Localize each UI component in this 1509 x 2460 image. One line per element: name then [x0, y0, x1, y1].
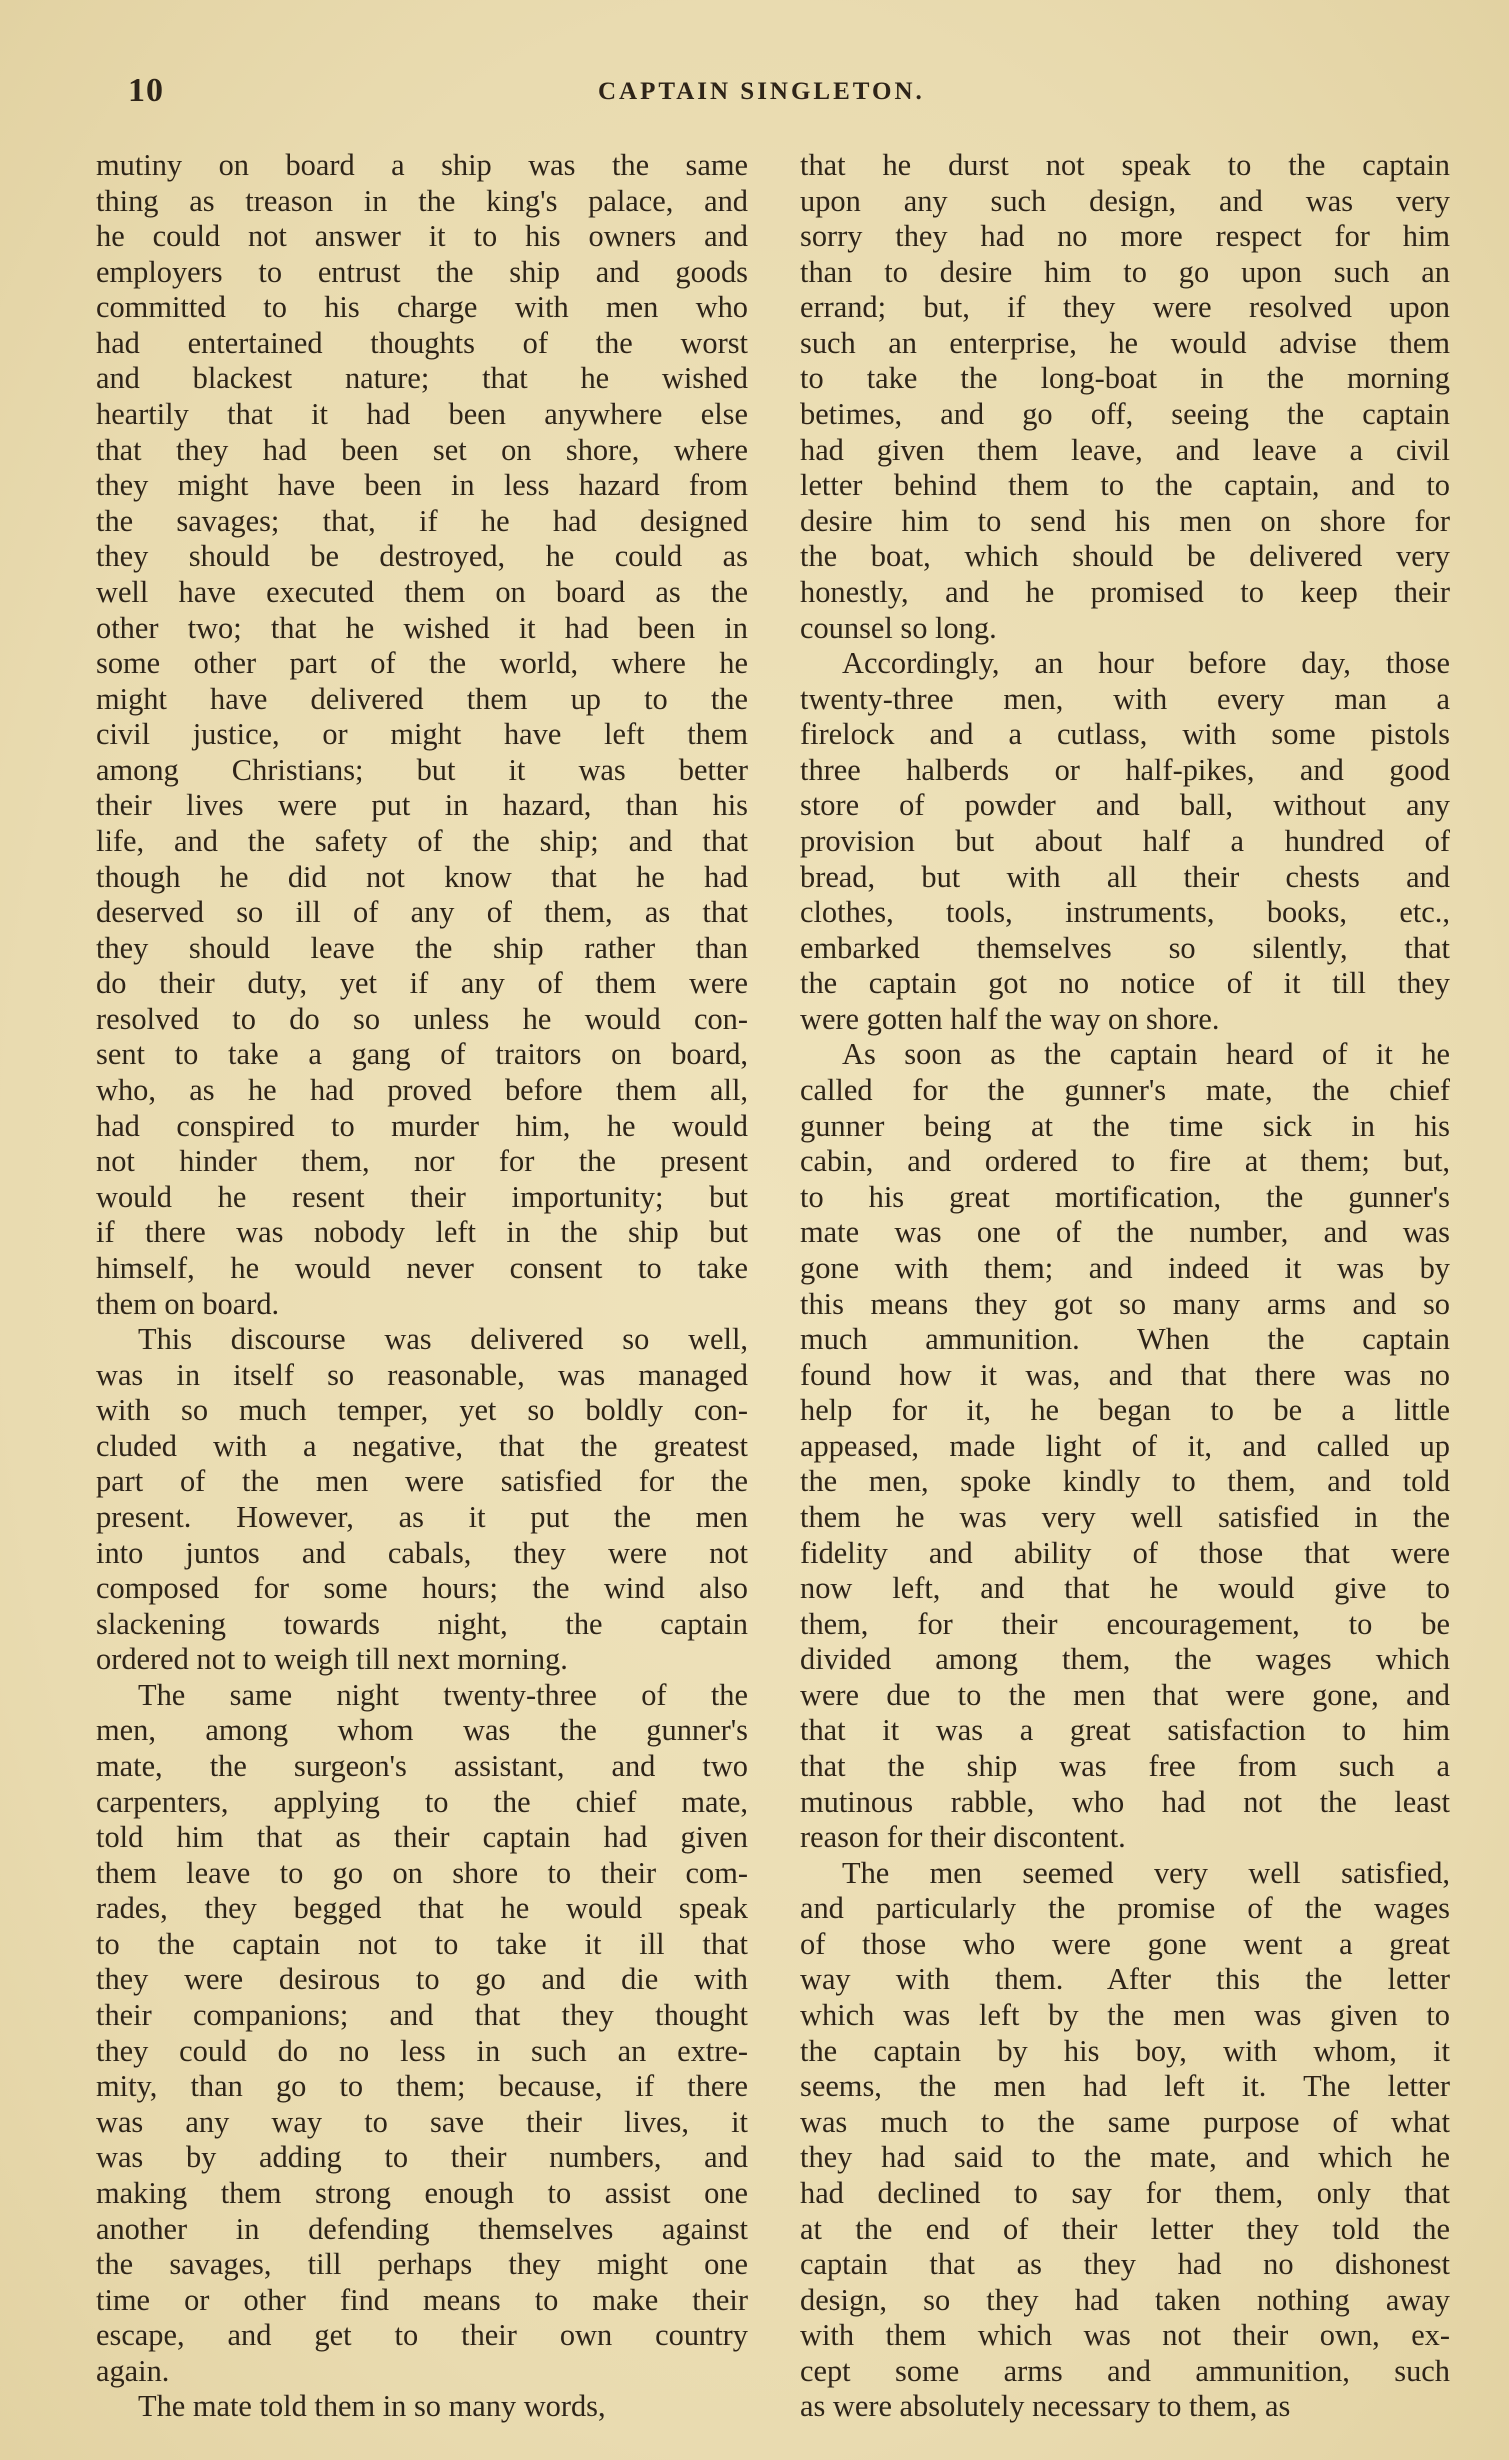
text-line: upon any such design, and was very: [800, 183, 1450, 218]
text-line: escape, and get to their own country: [96, 2318, 748, 2353]
text-line: The mate told them in so many words,: [138, 2389, 606, 2424]
text-line: though he did not know that he had: [96, 859, 748, 894]
text-line: mate, the surgeon's assistant, and two: [96, 1749, 748, 1784]
text-line: part of the men were satisfied for the: [96, 1464, 748, 1499]
text-line: life, and the safety of the ship; and that: [96, 823, 748, 858]
text-line: they had said to the mate, and which he: [800, 2140, 1450, 2175]
text-line: the savages; that, if he had designed: [96, 503, 748, 538]
text-line: letter behind them to the captain, and to: [800, 468, 1450, 503]
text-line: desire him to send his men on shore for: [800, 503, 1450, 538]
text-line: would he resent their importunity; but: [96, 1179, 748, 1214]
text-line: their lives were put in hazard, than his: [96, 788, 748, 823]
text-line: he could not answer it to his owners and: [96, 219, 748, 254]
text-line: captain that as they had no dishonest: [800, 2247, 1450, 2282]
text-line: might have delivered them up to the: [96, 681, 748, 716]
text-line: gone with them; and indeed it was by: [800, 1250, 1450, 1285]
text-line: which was left by the men was given to: [800, 1998, 1450, 2033]
text-line: provision but about half a hundred of: [800, 823, 1450, 858]
text-line: now left, and that he would give to: [800, 1571, 1450, 1606]
text-line: that the ship was free from such a: [800, 1749, 1450, 1784]
text-line: store of powder and ball, without any: [800, 788, 1450, 823]
text-line: was much to the same purpose of what: [800, 2104, 1450, 2139]
page-header: [128, 72, 1448, 122]
text-line: them on board.: [96, 1286, 280, 1321]
text-line: as were absolutely necessary to them, as: [800, 2389, 1291, 2424]
text-line: they could do no less in such an extre-: [96, 2033, 748, 2068]
text-line: them, for their encouragement, to be: [800, 1606, 1450, 1641]
text-line: bread, but with all their chests and: [800, 859, 1450, 894]
text-line: were due to the men that were gone, and: [800, 1677, 1450, 1712]
text-line: and particularly the promise of the wages: [800, 1891, 1450, 1926]
text-line: divided among them, the wages which: [800, 1642, 1450, 1677]
text-line: the men, spoke kindly to them, and told: [800, 1464, 1450, 1499]
text-line: their companions; and that they thought: [96, 1998, 748, 2033]
text-line: into juntos and cabals, they were not: [96, 1535, 748, 1570]
text-line: three halberds or half-pikes, and good: [800, 752, 1450, 787]
text-line: rades, they begged that he would speak: [96, 1891, 748, 1926]
text-line: men, among whom was the gunner's: [96, 1713, 748, 1748]
text-line: way with them. After this the letter: [800, 1962, 1450, 1997]
text-line: This discourse was delivered so well,: [138, 1322, 748, 1357]
text-line: had conspired to murder him, he would: [96, 1108, 748, 1143]
text-line: another in defending themselves against: [96, 2211, 748, 2246]
text-line: design, so they had taken nothing away: [800, 2282, 1450, 2317]
text-line: at the end of their letter they told the: [800, 2211, 1450, 2246]
text-line: sorry they had no more respect for him: [800, 219, 1450, 254]
text-line: mate was one of the number, and was: [800, 1215, 1450, 1250]
text-line: resolved to do so unless he would con-: [96, 1001, 748, 1036]
text-line: the boat, which should be delivered very: [800, 539, 1450, 574]
text-line: to his great mortification, the gunner's: [800, 1179, 1450, 1214]
text-line: that he durst not speak to the captain: [800, 148, 1450, 182]
text-line: the captain got no notice of it till they: [800, 966, 1450, 1001]
text-line: cept some arms and ammunition, such: [800, 2353, 1450, 2388]
text-line: The men seemed very well satisfied,: [842, 1855, 1450, 1890]
page-number: 10: [128, 72, 164, 109]
text-line: time or other find means to make their: [96, 2282, 748, 2317]
text-line: seems, the men had left it. The letter: [800, 2069, 1450, 2104]
left-text-column: [96, 148, 748, 2425]
text-line: not hinder them, nor for the present: [96, 1144, 748, 1179]
text-line: present. However, as it put the men: [96, 1499, 748, 1534]
text-line: clothes, tools, instruments, books, etc.,: [800, 895, 1450, 930]
text-line: help for it, he began to be a little: [800, 1393, 1450, 1428]
text-line: they should leave the ship rather than: [96, 930, 748, 965]
text-line: the savages, till perhaps they might one: [96, 2247, 748, 2282]
text-line: do their duty, yet if any of them were: [96, 966, 748, 1001]
text-line: As soon as the captain heard of it he: [842, 1037, 1450, 1072]
text-line: with so much temper, yet so boldly con-: [96, 1393, 748, 1428]
text-line: them he was very well satisfied in the: [800, 1499, 1450, 1534]
text-line: deserved so ill of any of them, as that: [96, 895, 748, 930]
text-line: betimes, and go off, seeing the captain: [800, 397, 1450, 432]
text-line: mutiny on board a ship was the same: [96, 148, 748, 182]
text-line: errand; but, if they were resolved upon: [800, 290, 1450, 325]
text-line: this means they got so many arms and so: [800, 1286, 1450, 1321]
text-line: honestly, and he promised to keep their: [800, 574, 1450, 609]
text-line: was in itself so reasonable, was managed: [96, 1357, 748, 1392]
text-line: committed to his charge with men who: [96, 290, 748, 325]
text-line: they might have been in less hazard from: [96, 468, 748, 503]
text-line: called for the gunner's mate, the chief: [800, 1073, 1450, 1108]
text-line: other two; that he wished it had been in: [96, 610, 748, 645]
text-line: and blackest nature; that he wished: [96, 361, 748, 396]
text-line: The same night twenty-three of the: [138, 1677, 748, 1712]
text-line: with them which was not their own, ex-: [800, 2318, 1450, 2353]
text-line: fidelity and ability of those that were: [800, 1535, 1450, 1570]
text-line: civil justice, or might have left them: [96, 717, 748, 752]
text-line: Accordingly, an hour before day, those: [842, 646, 1450, 681]
text-line: sent to take a gang of traitors on board,: [96, 1037, 748, 1072]
text-line: counsel so long.: [800, 610, 997, 645]
text-line: much ammunition. When the captain: [800, 1322, 1450, 1357]
text-line: embarked themselves so silently, that: [800, 930, 1450, 965]
text-line: them leave to go on shore to their com-: [96, 1855, 748, 1890]
text-line: well have executed them on board as the: [96, 574, 748, 609]
text-line: that it was a great satisfaction to him: [800, 1713, 1450, 1748]
text-line: they were desirous to go and die with: [96, 1962, 748, 1997]
text-line: slackening towards night, the captain: [96, 1606, 748, 1641]
text-line: reason for their discontent.: [800, 1820, 1126, 1855]
text-line: such an enterprise, he would advise them: [800, 325, 1450, 360]
text-line: was any way to save their lives, it: [96, 2104, 748, 2139]
text-line: to the captain not to take it ill that: [96, 1926, 748, 1961]
text-line: employers to entrust the ship and goods: [96, 254, 748, 289]
text-line: of those who were gone went a great: [800, 1926, 1450, 1961]
text-line: composed for some hours; the wind also: [96, 1571, 748, 1606]
text-line: firelock and a cutlass, with some pistols: [800, 717, 1450, 752]
text-line: was by adding to their numbers, and: [96, 2140, 748, 2175]
text-line: carpenters, applying to the chief mate,: [96, 1784, 748, 1819]
text-line: the captain by his boy, with whom, it: [800, 2033, 1450, 2068]
text-line: twenty-three men, with every man a: [800, 681, 1450, 716]
text-line: gunner being at the time sick in his: [800, 1108, 1450, 1143]
text-line: himself, he would never consent to take: [96, 1250, 748, 1285]
text-line: were gotten half the way on shore.: [800, 1001, 1220, 1036]
text-line: cabin, and ordered to fire at them; but,: [800, 1144, 1450, 1179]
text-line: they should be destroyed, he could as: [96, 539, 748, 574]
text-line: among Christians; but it was better: [96, 752, 748, 787]
text-line: to take the long-boat in the morning: [800, 361, 1450, 396]
text-line: thing as treason in the king's palace, and: [96, 183, 748, 218]
text-line: had given them leave, and leave a civil: [800, 432, 1450, 467]
running-title: CAPTAIN SINGLETON.: [598, 78, 925, 105]
text-line: had declined to say for them, only that: [800, 2175, 1450, 2210]
text-line: if there was nobody left in the ship but: [96, 1215, 748, 1250]
text-line: told him that as their captain had given: [96, 1820, 748, 1855]
text-line: making them strong enough to assist one: [96, 2175, 748, 2210]
text-line: who, as he had proved before them all,: [96, 1073, 748, 1108]
text-line: found how it was, and that there was no: [800, 1357, 1450, 1392]
text-line: than to desire him to go upon such an: [800, 254, 1450, 289]
text-line: again.: [96, 2353, 170, 2388]
text-line: heartily that it had been anywhere else: [96, 397, 748, 432]
text-line: that they had been set on shore, where: [96, 432, 748, 467]
text-line: mity, than go to them; because, if there: [96, 2069, 748, 2104]
text-line: cluded with a negative, that the greatest: [96, 1428, 748, 1463]
text-line: mutinous rabble, who had not the least: [800, 1784, 1450, 1819]
text-line: appeased, made light of it, and called up: [800, 1428, 1450, 1463]
text-line: had entertained thoughts of the worst: [96, 325, 748, 360]
text-line: ordered not to weigh till next morning.: [96, 1642, 568, 1677]
text-line: some other part of the world, where he: [96, 646, 748, 681]
right-text-column: [800, 148, 1450, 2425]
